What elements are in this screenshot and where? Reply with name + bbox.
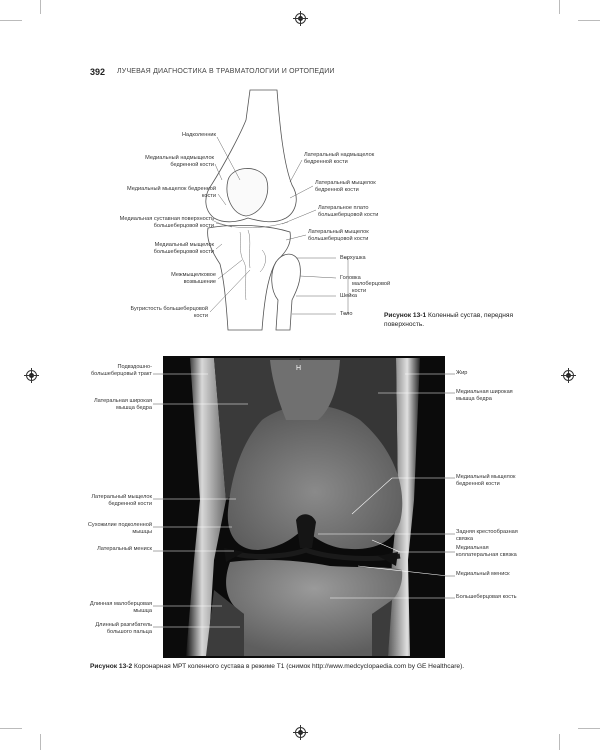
figure2-caption-text: Коронарная МРТ коленного сустава в режиме T1 (снимок http://www.medcyclopaedia.com by GE Healthcare).: [133, 663, 465, 670]
label-golovka: Головка: [340, 275, 361, 281]
label-bugristost: Бугристость большеберцовой кости: [130, 306, 208, 319]
figure2-caption: [90, 662, 520, 671]
label-telo: Тело: [340, 311, 353, 317]
label-med-nadmyshchelok: Медиальный надмыщелок бедренной кости: [145, 155, 214, 168]
label-med-myshchelok-bedr: Медиальный мыщелок бедренной кости: [127, 186, 216, 199]
label-sukhozhilie: Сухожилие подколенной мышцы: [87, 522, 152, 535]
label-verkhushka: Верхушка: [340, 255, 366, 261]
label-mezhmyshchelkovoe: Межмыщелковое возвышение: [171, 272, 216, 285]
label-lat-nadmyshchelok: Латеральный надмыщелок бедренной кости: [304, 152, 375, 165]
label-nadkolennik: Надколенник: [181, 132, 216, 138]
label-lat-shirokaya: Латеральная широкая мышца бедра: [94, 398, 152, 411]
label-med-myshchelok-bolsh: Медиальный мыщелок большеберцовой кости: [153, 242, 214, 255]
page-number: 392: [90, 67, 106, 77]
figure1-caption-number: Рисунок 13-1: [384, 312, 427, 319]
mri-marker: H: [296, 365, 302, 372]
label-dl-razgibatel: Длинный разгибатель большого пальца: [95, 622, 152, 635]
label-lat-menisk: Латеральный мениск: [97, 546, 152, 552]
label-med-kollateralnaya: Медиальная коллатеральная связка: [456, 545, 517, 558]
figure1-caption-text: Коленный сустав, передняя поверхность.: [384, 312, 514, 328]
label-med-menisk: Медиальный мениск: [456, 571, 510, 577]
label-dl-malobertsovaya: Длинная малоберцовая мышца: [89, 601, 152, 614]
label-zhir: Жир: [456, 370, 468, 376]
label-sheyka: Шейка: [340, 293, 358, 299]
label-zadnyaya: Задняя крестообразная связка: [456, 529, 518, 542]
figure2-caption-number: Рисунок 13-2: [90, 663, 133, 670]
label-lat-myshchelok-bedr: Латеральный мыщелок бедренной кости: [315, 180, 376, 193]
label-lat-myshchelok: Латеральный мыщелок бедренной кости: [91, 494, 152, 507]
label-malobertsovoy: малоберцовой кости: [352, 281, 391, 294]
running-title: ЛУЧЕВАЯ ДИАГНОСТИКА В ТРАВМАТОЛОГИИ И ОРТОПЕДИИ: [117, 68, 335, 75]
label-lat-plato: Латеральное плато большеберцовой кости: [318, 205, 379, 218]
label-podvzdoshno: Подвздошно-большеберцовый тракт: [90, 364, 152, 377]
label-med-shirokaya: Медиальная широкая мышца бедра: [456, 389, 513, 402]
label-med-sustavnaya: Медиальная суставная поверхность большеберцовой кости: [119, 216, 214, 229]
label-med-myshchelok: Медиальный мыщелок бедренной кости: [456, 474, 516, 487]
label-bolshebertsovaya: Большеберцовая кость: [456, 594, 517, 600]
label-lat-myshchelok-bolsh: Латеральный мыщелок большеберцовой кости: [308, 229, 369, 242]
